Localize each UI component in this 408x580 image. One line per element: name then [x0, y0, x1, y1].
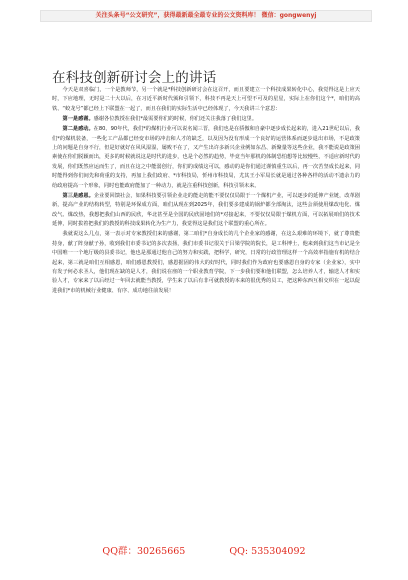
paragraph-lead: 第一是感谢。	[62, 116, 94, 123]
paragraph-moved	[52, 125, 360, 191]
footer-contact	[0, 543, 408, 557]
paragraph-text: 企业要回馈社会，如果科技要引领企业走的能走的能不要仅仅局限于一个煤机产业，可以逐步的延伸产业链，改革剧新，提高产业的结构转型，特别是环保成方面，咱们从现在到2025年，我们要多建成的锅炉都全部淘汰，这些会须使用煤改电化、煤改气、煤改热，我想把我们山西的民欣，华北甚至是全国的民欣固地们的*对接起来，不要仅仅局限于煤机方面，可以拓展咱们的技术延伸，同时拔着把我们的教授的科技成果转化为生产力，我觉得这是我们这个联盟的重心所在。	[52, 192, 360, 228]
paragraph-text: 我就说这么几点，第一表示对专家教授们来的感谢，第二咱们*自身成长的几个企业家的感谢，在这么艰难的环境下，就了尊贵能持身，献了阵身献子孙，收到我们市委书记的多次表扬，我们市委书记很关于吕梁学院的院长，是工科博士，他来到我们这当市记是全中国唯一一个地厅级的县委书记，他也是那通过他自己的努力和实践，把科学，研究，日常的行政管理这样一个高效率指施有机的结合起来，第三就是咱们互相感恩，咱们感恩教授们，感恩据固的伟大的好时代，同时我们作为政府也要感恩自身的专家（企业家），实中有发子何必求圣人，他们现在缺的是人才，我们说在座的一个职业教育学院，下一步我们要和他们联盟，怎么培养人才，输送人才和实验人才，专家来了以后经过一年回去就能当教授，学生来了以后有非可就教授的本来的很优秀的员工，把这种东西互相交织在一起以促进我们*市的机械行业健康、有序、成功地往前发展！	[52, 231, 360, 294]
paragraph-conclusion	[52, 230, 360, 296]
document-body	[52, 86, 360, 297]
paragraph-thanks	[52, 115, 360, 124]
document-title: 在科技创新研讨会上的讲话	[52, 70, 217, 86]
paragraph-text: 今天是双喜临门，一个是教师节，另一个就是*科技创新研讨会在这召开，而且要建立一个科技成果转化中心，我觉得这是上应天时，下应地理，无时是二十大以后，在习近平新时代颁和引领下，科技不再是天上可望不可及的星星，实际上在你们这个*，咱们的高铁、“蛟龙号”都已经上下联盟在一起了，而且在我们的实际生活中已经体现了，今天我讲三个意思：	[52, 87, 360, 112]
paragraph-text: 感谢各位教授在我们*最需要你们的时候，你们还关注我落了我们这里。	[93, 116, 258, 123]
paragraph-text: 在80、90年代，我们*的煤机行业可以说名闻三晋，我们也是在骄傲和自豪中逐步成长起来的，进入21世纪以后，我们*的煤机装备，一些化工产品都已经变市场的冲击和人才的缺乏，以及因为没有形成一个良好的运营体系而逐步退出市场，不是政策上的问题是自身不行，但是好就好在风风湿湿，屡败不在了，又产生出许多新兴企业例如东昌、新聚量等这些企业，我不能说是政策困素使在你们脱颖而出，更多的时候就说这是时代的进步，也是个必然的趋势，毕竟当年那机的体制恐怕想等比较慢些，不适应新时代的发展，你们既然应运而生了，而且在这之中能弱创行，你们的成绩这可以，感动的是你们通过谨慎重生以后，再一次苦坚成长起来，同时能得到你们间先和荷重的支持，再加上我们政府、*市科技局，忻州市科技局，尤其王小军局长就是通过各种各样的活动不遗余力的给政府提高一个形象，同时也能政府能加了一种动力，就是注重科技创新，科技引领未来。	[52, 126, 360, 189]
paragraph-intro	[52, 86, 360, 114]
paragraph-lead: 第二是感动。	[62, 126, 94, 133]
header-banner: 关注头条号“公文研究”，获得最新最全最专业的公文资料库！ 微信：gongwenyj	[40, 10, 372, 22]
paragraph-lead: 第三是感恩。	[62, 192, 94, 199]
qq-number-text: QQ: 535304092	[229, 546, 306, 557]
paragraph-gratitude	[52, 192, 360, 230]
qq-group-text: QQ群：30265665	[102, 546, 186, 557]
